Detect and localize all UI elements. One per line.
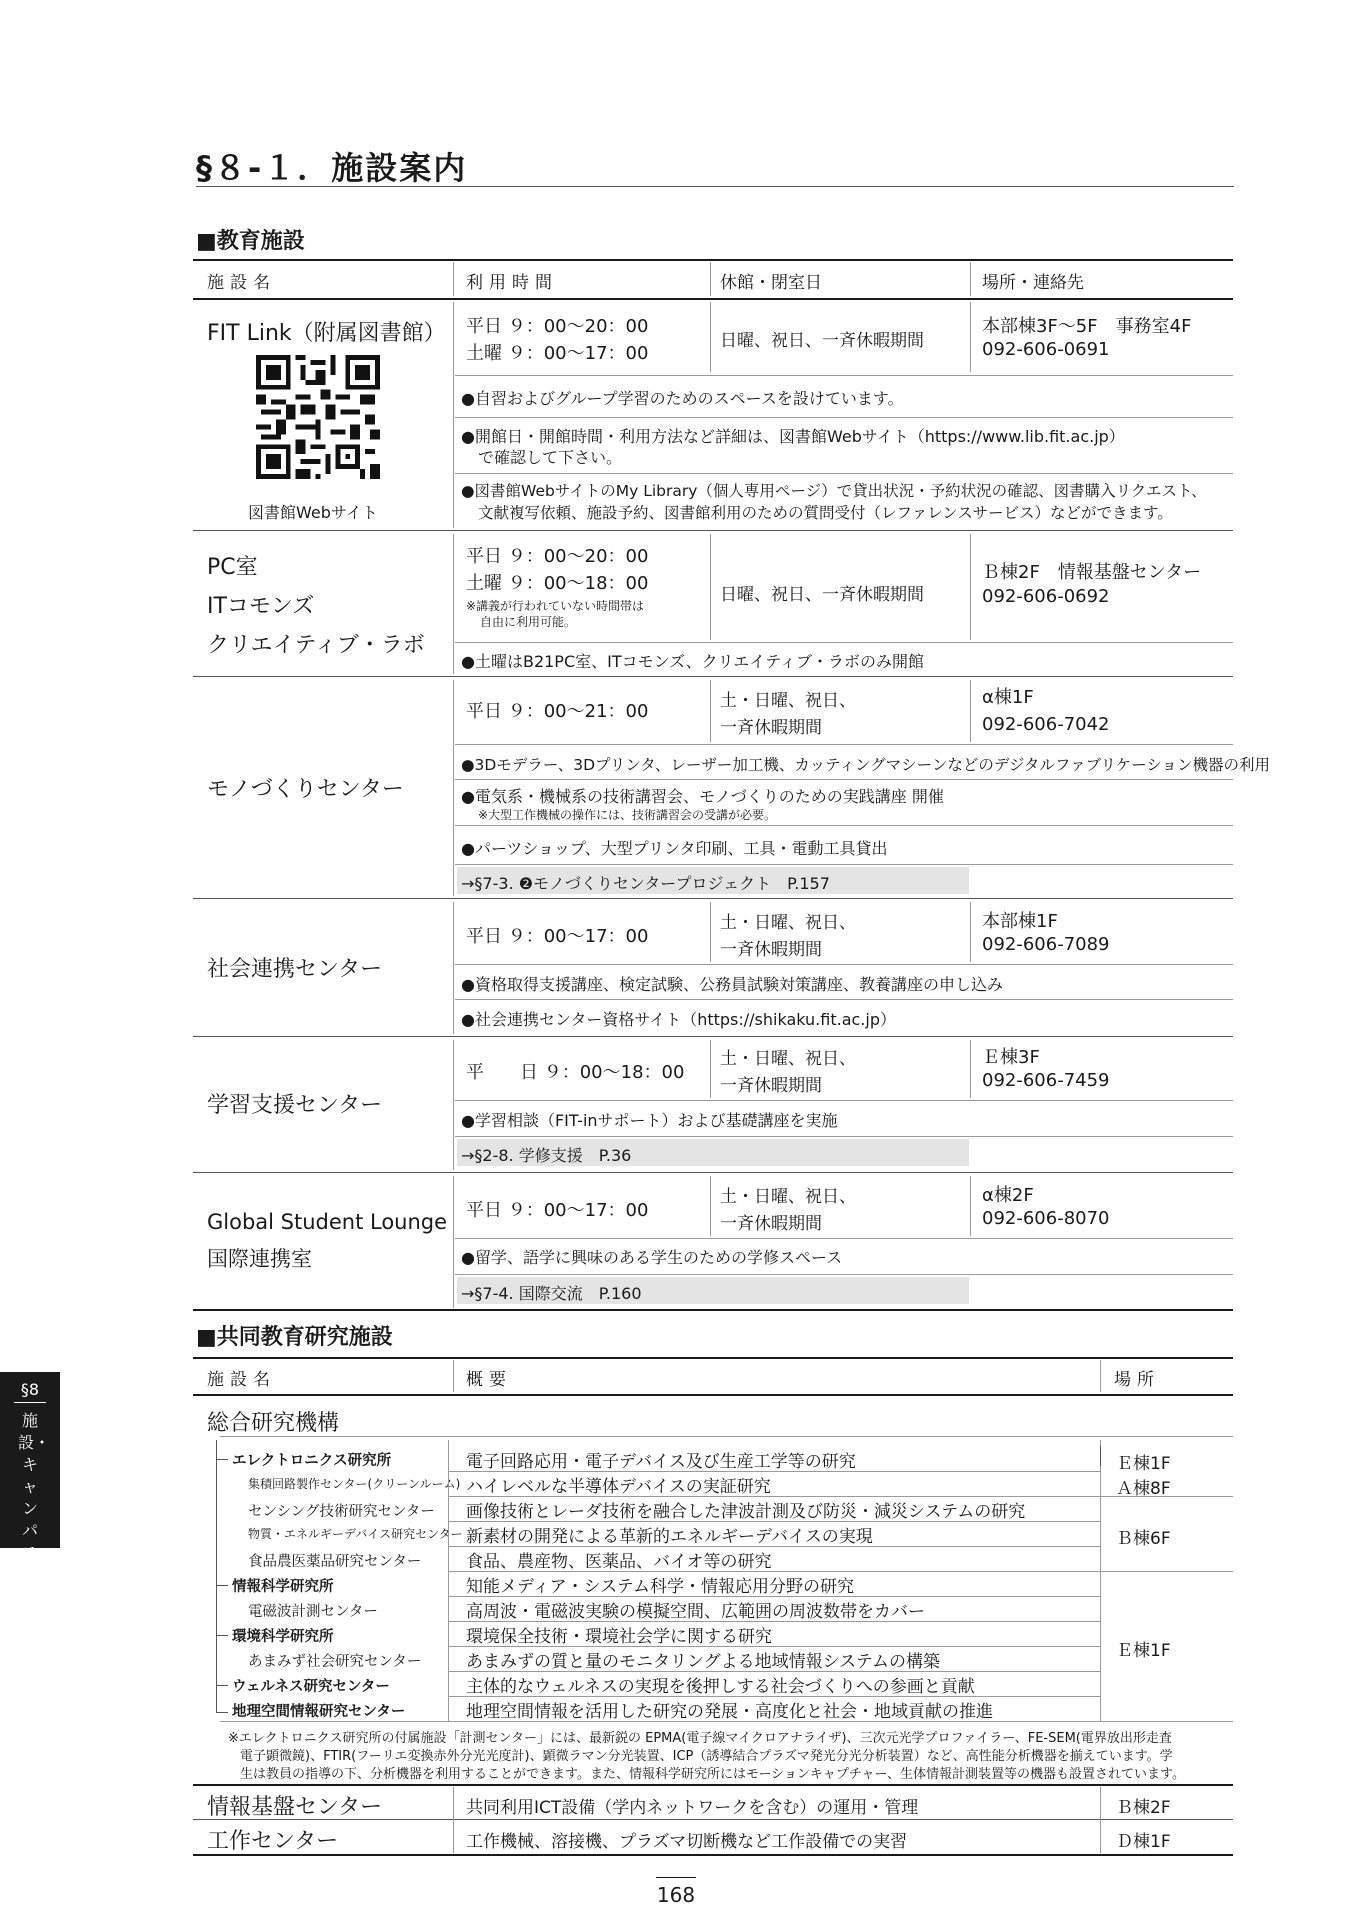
facility-name-info-infra: 情報基盤センター — [207, 1795, 383, 1820]
research-desc-amamizu: あまみずの質と量のモニタリングよる地域情報システムの構築 — [466, 1652, 940, 1672]
page-number-rule — [656, 1877, 696, 1878]
header-rule-top — [193, 259, 1233, 261]
global-phone: 092-606-8070 — [982, 1208, 1110, 1229]
research-name-sensing: センシング技術研究センター — [248, 1504, 435, 1520]
mono-closed-2: 一斉休暇期間 — [720, 718, 822, 738]
mono-ref-link[interactable]: →§7-3. ❷モノづくりセンタープロジェクト P.157 — [461, 874, 830, 893]
mono-note-2b: ※大型工作機械の操作には、技術講習会の受講が必要。 — [478, 808, 777, 822]
research-name-wellness: ウェルネス研究センター — [232, 1679, 390, 1695]
education-table-bottom — [193, 1309, 1233, 1311]
gakushu-location: Ｅ棟3F — [982, 1047, 1040, 1068]
facility-name-creative-lab: クリエイティブ・ラボ — [207, 633, 425, 658]
facility-name-kokusai: 国際連携室 — [207, 1247, 312, 1271]
facility-name-kosaku: 工作センター — [207, 1829, 339, 1854]
facility-name-gakushu: 学習支援センター — [207, 1093, 383, 1118]
page-number: 168 — [656, 1883, 696, 1907]
renkei-closed-2: 一斉休暇期間 — [720, 940, 822, 960]
facility-name-monozukuri: モノづくりセンター — [207, 777, 404, 802]
header-facility: 施設名 — [207, 273, 276, 293]
org-name: 総合研究機構 — [207, 1411, 340, 1436]
library-note-3b: 文献複写依頼、施設予約、図書館利用のための質問受付（レファレンスサービス）などができます。 — [478, 504, 1173, 522]
research-desc-geospatial: 地理空間情報を活用した研究の発展・高度化と社会・地域貢献の推進 — [466, 1702, 993, 1722]
renkei-note-1: ●資格取得支援講座、検定試験、公務員試験対策講座、教養講座の申し込み — [461, 975, 1003, 994]
pc-hours-saturday: 土曜 ９：00～18：00 — [466, 573, 649, 594]
library-hours-weekday: 平日 ９：00～20：00 — [466, 316, 649, 337]
joint-header-rule-bottom — [193, 1394, 1233, 1396]
library-closed: 日曜、祝日、一斉休暇期間 — [720, 331, 924, 351]
place-e1f: Ｅ棟1F — [1116, 1641, 1171, 1661]
facility-name-global-lounge: Global Student Lounge — [207, 1210, 448, 1234]
facility-name-library: FIT Link（附属図書館） — [207, 321, 446, 346]
header-closed: 休館・閉室日 — [720, 273, 822, 293]
joint-header-place: 場所 — [1114, 1370, 1160, 1390]
gakushu-hours: 平 日 ９：00～18：00 — [466, 1062, 685, 1083]
gakushu-phone: 092-606-7459 — [982, 1070, 1110, 1091]
mono-hours: 平日 ９：00～21：00 — [466, 701, 649, 722]
global-hours: 平日 ９：00～17：00 — [466, 1200, 649, 1221]
page-title: §８-１．施設案内 — [196, 149, 468, 187]
research-name-info-science: 情報科学研究所 — [232, 1579, 334, 1595]
global-note-1: ●留学、語学に興味のある学生のための学修スペース — [461, 1248, 843, 1267]
mono-note-3: ●パーツショップ、大型プリンタ印刷、工具・電動工具貸出 — [461, 839, 888, 858]
mono-note-2: ●電気系・機械系の技術講習会、モノづくりのための実践講座 開催 — [461, 787, 944, 806]
research-desc-wellness: 主体的なウェルネスの実現を後押しする社会づくりへの参画と貢献 — [466, 1677, 975, 1697]
gakushu-closed-2: 一斉休暇期間 — [720, 1076, 822, 1096]
side-tab-label: 施設・キャンパス — [18, 1411, 51, 1562]
side-tab-number: §8 — [20, 1380, 40, 1399]
joint-header-rule-top — [193, 1357, 1233, 1359]
pc-closed: 日曜、祝日、一斉休暇期間 — [720, 585, 924, 605]
research-name-food: 食品農医薬品研究センター — [248, 1554, 422, 1570]
global-location: α棟2F — [982, 1185, 1034, 1206]
header-hours: 利用時間 — [466, 273, 558, 293]
library-location: 本部棟3F～5F 事務室4F — [982, 316, 1192, 337]
global-ref-link[interactable]: →§7-4. 国際交流 P.160 — [461, 1284, 642, 1303]
global-closed-1: 土・日曜、祝日、 — [720, 1187, 856, 1207]
header-rule-bottom — [193, 298, 1233, 300]
research-name-cleanroom: 集積回路製作センター(クリーンルーム) — [248, 1477, 461, 1491]
research-desc-env-science: 環境保全技術・環境社会学に関する研究 — [466, 1627, 772, 1647]
place-cleanroom: Ａ棟8F — [1116, 1479, 1171, 1499]
gakushu-ref-link[interactable]: →§2-8. 学修支援 P.36 — [461, 1146, 632, 1165]
place-info-infra: Ｂ棟2F — [1116, 1798, 1171, 1818]
research-desc-energy-device: 新素材の開発による革新的エネルギーデバイスの実現 — [466, 1527, 873, 1547]
gakushu-closed-1: 土・日曜、祝日、 — [720, 1049, 856, 1069]
research-desc-cleanroom: ハイレベルな半導体デバイスの実証研究 — [466, 1477, 771, 1497]
pc-hours-weekday: 平日 ９：00～20：00 — [466, 546, 649, 567]
library-note-2b: で確認して下さい。 — [478, 448, 623, 467]
joint-header-summary: 概要 — [466, 1370, 512, 1390]
tree-line — [216, 1440, 217, 1713]
gakushu-note-1: ●学習相談（FIT-inサポート）および基礎講座を実施 — [461, 1111, 838, 1130]
pc-note-1: ●土曜はB21PC室、ITコモンズ、クリエイティブ・ラボのみ開館 — [461, 652, 925, 671]
library-note-2: ●開館日・開館時間・利用方法など詳細は、図書館Webサイト（https://www.lib.fit.ac.jp） — [461, 427, 1125, 446]
pc-hours-note-1: ※講義が行われていない時間帯は — [466, 599, 645, 613]
desc-info-infra: 共同利用ICT設備（学内ネットワークを含む）の運用・管理 — [466, 1798, 919, 1818]
library-note-1: ●自習およびグループ学習のためのスペースを設けています。 — [461, 389, 904, 408]
research-desc-food: 食品、農産物、医薬品、バイオ等の研究 — [466, 1552, 772, 1572]
section-heading-education: ■教育施設 — [196, 229, 305, 254]
research-name-em-wave: 電磁波計測センター — [248, 1604, 378, 1620]
global-closed-2: 一斉休暇期間 — [720, 1214, 822, 1234]
mono-phone: 092-606-7042 — [982, 714, 1110, 735]
renkei-hours: 平日 ９：00～17：00 — [466, 926, 649, 947]
research-desc-info-science: 知能メディア・システム科学・情報応用分野の研究 — [466, 1577, 854, 1597]
facility-name-renkei: 社会連携センター — [207, 957, 383, 982]
mono-closed-1: 土・日曜、祝日、 — [720, 691, 856, 711]
mono-location: α棟1F — [982, 687, 1034, 708]
side-tab-divider — [14, 1402, 46, 1403]
research-desc-electronics: 電子回路応用・電子デバイス及び生産工学等の研究 — [466, 1452, 856, 1472]
header-location: 場所・連絡先 — [982, 273, 1084, 293]
place-kosaku: Ｄ棟1F — [1116, 1832, 1171, 1852]
place-b6f: Ｂ棟6F — [1116, 1529, 1171, 1549]
pc-hours-note-2: 自由に利用可能。 — [480, 615, 577, 629]
research-desc-sensing: 画像技術とレーダ技術を融合した津波計測及び防災・減災システムの研究 — [466, 1502, 1026, 1522]
renkei-location: 本部棟1F — [982, 911, 1058, 932]
joint-header-facility: 施設名 — [207, 1370, 276, 1390]
renkei-note-2[interactable]: ●社会連携センター資格サイト（https://shikaku.fit.ac.jp） — [461, 1010, 896, 1029]
renkei-closed-1: 土・日曜、祝日、 — [720, 913, 856, 933]
research-name-env-science: 環境科学研究所 — [232, 1629, 334, 1645]
qr-code-icon — [256, 355, 380, 479]
library-hours-saturday: 土曜 ９：00～17：00 — [466, 343, 649, 364]
library-phone: 092-606-0691 — [982, 339, 1110, 360]
footnote-line-2: 電子顕微鏡)、FTIR(フーリエ変換赤外分光光度計)、顕微ラマン分光装置、ICP（誘導結合プラズマ発光分光分析装置）など、高性能分析機器を揃えています。学 — [240, 1749, 1173, 1764]
desc-kosaku: 工作機械、溶接機、プラズマ切断機など工作設備での実習 — [466, 1832, 908, 1852]
research-name-energy-device: 物質・エネルギーデバイス研究センター — [248, 1527, 463, 1541]
section-heading-joint: ■共同教育研究施設 — [196, 1325, 393, 1350]
research-name-amamizu: あまみず社会研究センター — [248, 1654, 422, 1670]
pc-location: Ｂ棟2F 情報基盤センター — [982, 562, 1202, 583]
renkei-phone: 092-606-7089 — [982, 934, 1110, 955]
research-desc-em-wave: 高周波・電磁波実験の模擬空間、広範囲の周波数帯をカバー — [466, 1602, 925, 1622]
place-electronics: Ｅ棟1F — [1116, 1454, 1171, 1474]
library-note-3: ●図書館WebサイトのMy Library（個人専用ページ）で貸出状況・予約状況の確認、図書購入リクエスト、 — [461, 482, 1207, 500]
footnote-line-3: 生は教員の指導の下、分析機器を利用することができます。また、情報科学研究所にはモーションキャプチャー、生体情報計測装置等の機器も設置されています。 — [240, 1767, 1185, 1782]
research-name-electronics: エレクトロニクス研究所 — [232, 1453, 392, 1469]
research-name-geospatial: 地理空間情報研究センター — [232, 1704, 406, 1720]
qr-caption: 図書館Webサイト — [248, 503, 378, 522]
title-rule — [196, 186, 1234, 187]
facility-name-it-commons: ITコモンズ — [207, 594, 315, 619]
pc-phone: 092-606-0692 — [982, 586, 1110, 607]
facility-name-pc-room: PC室 — [207, 555, 258, 580]
mono-note-1: ●3Dモデラー、3Dプリンタ、レーザー加工機、カッティングマシーンなどのデジタルファブリケーション機器の利用 — [461, 756, 1271, 774]
footnote-line-1: ※エレクトロニクス研究所の付属施設「計測センター」には、最新鋭の EPMA(電子線マイクロアナライザ)、三次元光学プロファイラー、FE-SEM(電界放出形走査 — [228, 1731, 1172, 1746]
